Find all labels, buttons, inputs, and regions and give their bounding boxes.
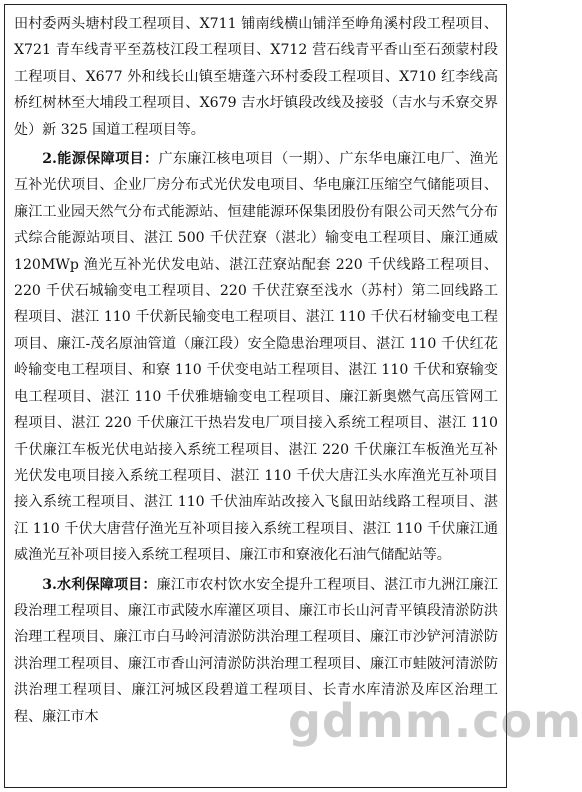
paragraph-text: 田村委两头塘村段工程项目、X711 铺南线横山铺洋至峥角溪村段工程项目、X721 青车线青平至荔枝江段工程项目、X712 营石线青平香山至石颈蒙村段工程项目、X677 外和线长山镇至塘蓬六环村委段工程项目、X710 红李线高桥红树林至大埔段工程项目、X679 吉水圩镇段改线及接驳（吉水与禾寮交界处）新 325 国道工程项目等。	[14, 16, 498, 138]
paragraph-water-projects	[14, 572, 498, 730]
section-heading-water: 3.水利保障项目：	[42, 576, 157, 593]
paragraph-text: 广东廉江核电项目（一期）、广东华电廉江电厂、渔光互补光伏项目、企业厂房分布式光伏发电项目、华电廉江压缩空气储能项目、廉江工业园天然气分布式能源站、恒建能源环保集团股份有限公司天然气分布式综合能源站项目、湛江 500 千伏茳寮（湛北）输变电工程项目、廉江通威 120MWp 渔光互补光伏发电站、湛江茳寮站配套 220 千伏线路工程项目、220 千伏石城输变电工程项目、220 千伏茳寮至浅水（苏村）第二回线路工程项目、湛江 110 千伏新民输变电工程项目、湛江 110 千伏石材输变电工程项目、廉江-茂名原油管道（廉江段）安全隐患治理项目、湛江 110 千伏红花岭输变电工程项目、和寮 110 千伏变电站工程项目、湛江 110 千伏和寮输变电工程项目、湛江 110 千伏雅塘输变电工程项目、廉江新奥燃气高压管网工程项目、湛江 220 千伏廉江干热岩发电厂项目接入系统工程项目、湛江 110 千伏廉江车板光伏电站接入系统工程项目、湛江 220 千伏廉江车板渔光互补光伏发电项目接入系统工程项目、湛江 110 千伏大唐江头水库渔光互补项目接入系统工程项目、湛江 110 千伏油库站改接入飞鼠田站线路工程项目、湛江 110 千伏大唐营仔渔光互补项目接入系统工程项目、湛江 110 千伏廉江通威渔光互补项目接入系统工程项目、廉江市和寮液化石油气储配站等。	[14, 151, 499, 564]
section-heading-energy: 2.能源保障项目：	[42, 151, 159, 168]
paragraph-energy-projects	[14, 146, 498, 569]
paragraph-transport-continued	[14, 11, 498, 143]
document-page	[4, 4, 507, 788]
paragraph-text: 廉江市农村饮水安全提升工程项目、湛江市九洲江廉江段治理工程项目、廉江市武陵水库灌区项目、廉江市长山河青平镇段清淤防洪治理工程项目、廉江市白马岭河清淤防洪治理工程项目、廉江市沙铲河清淤防洪治理工程项目、廉江市香山河清淤防洪治理工程项目、廉江市蛙陂河清淤防洪治理工程项目、廉江河城区段碧道工程项目、长青水库清淤及库区治理工程、廉江市木	[14, 576, 498, 725]
site-watermark: gdmm.com	[288, 694, 582, 748]
